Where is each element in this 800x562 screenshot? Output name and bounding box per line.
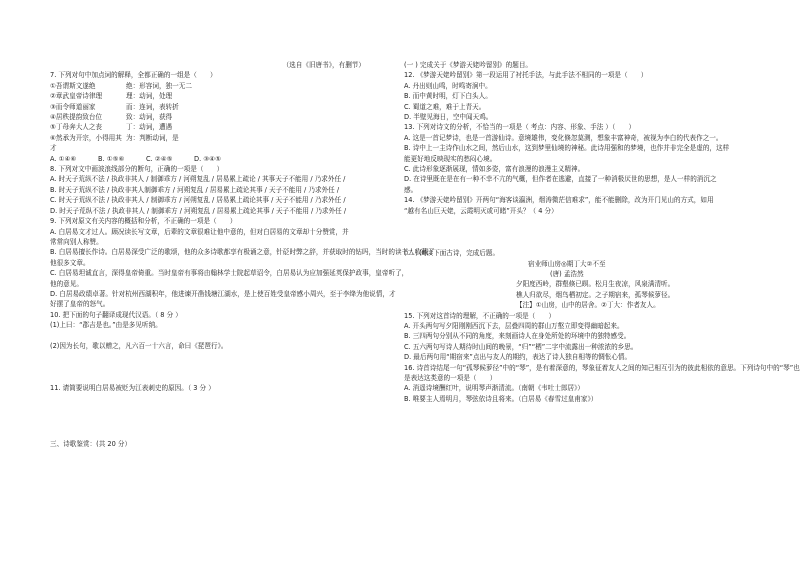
poem-note: 【注】①山房，山中的居舍。②丁大：作者友人。	[516, 301, 660, 310]
q8-option-a: A. 时天子荒纵不法 / 执政非其人 / 制御乖方 / 河朔复乱 / 居易累上疏论 / 其事天子不能用 / 乃求外任 /	[50, 175, 346, 184]
q16-stem: 16. 诗首诗结尾一句“孤琴候萝径”中的“琴”，是有着深意的，琴象征着友人之间的知己相互引为的彼此相依的意思。下列诗句中的“琴”也	[404, 363, 800, 372]
q8-option-c: C. 时天子荒纵不法 / 执政非其人 / 制御乖方 / 河朔复乱 / 居易累上疏论其事 / 天子不能用 / 乃求外任 /	[50, 196, 346, 205]
q7-stem: 7. 下列对句中加点词的解释，全都正确的一组是（ ）	[50, 71, 217, 80]
q9-option-a-cont: 常常向别人称赞。	[50, 237, 103, 246]
right-column	[404, 60, 800, 404]
poem-title: 宿业师山房◎期丁大②不至	[528, 259, 606, 268]
q9-option-b-cont: 他很多文章。	[50, 258, 90, 267]
q8-stem: 8. 下列对文中画波浪线部分的断句，正确的一项是（ ）	[50, 165, 224, 174]
q10-stem: 10. 把下面的句子翻译成现代汉语。（ 8 分 ）	[50, 310, 182, 319]
q7-item: ⑥然承为开宗，小得用其才 为：判断动词，是	[50, 133, 179, 153]
q13-option-b-cont: 能更好地反映现实的愁闷心境。	[404, 154, 497, 163]
left-column	[50, 60, 435, 450]
poem-line-2: 樵人归欲尽，烟鸟栖初定。之子期宿来，孤琴候萝径。	[516, 290, 675, 299]
q15-option-d: D. 最后两句用“期宿来”点出与友人的期约，表达了诗人独自相等的惆怅心情。	[404, 353, 632, 362]
poem-line-1: 夕阳度西岭，群壑倏已暝。松月生夜凉，风泉满清听。	[516, 280, 675, 289]
q11-stem: 11. 请简要说明白居易被贬为江表刺史的原因。（ 3 分 ）	[50, 383, 215, 392]
q12-option-c: C. 蜀道之难，难于上青天。	[404, 102, 486, 111]
q9-option-c-cont: 他的意见。	[50, 279, 83, 288]
q9-option-a: A. 白居易文才过人。顾况读长写文章，后辈的文章很难让他中意的，但对白居易的文章却十分赞赏，并	[50, 227, 349, 236]
q9-option-b: B. 白居易擅长作诗。白居易深受广泛的歌颂，他的众多诗歌都享有极诵之意，针砭时弊之辞，并获取时的钻吗，当时的读书人收藏了	[50, 248, 435, 257]
q14-stem-cont: “越有名山巨天姥，云霞明灭或可睹”开头？（ 4 分）	[404, 206, 558, 215]
q13-option-d-cont: 感。	[404, 185, 418, 194]
q7-item: ⑤丁母奔大人之丧 丁：动词，遭遇	[50, 123, 173, 132]
choice-d: D. ③④⑤	[194, 154, 222, 163]
q7-item: ②章武皇帝诗律理 理：动词，处理	[50, 92, 173, 101]
q8-option-b: B. 时天子荒纵不法 / 执政非其人制御乖方 / 河朔复乱 / 居易累上疏论其事 / 天子不能用 / 乃求外任 /	[50, 185, 340, 194]
q9-option-d: D. 白居易政绩卓著。针对杭州西湖积年，他进谏开凿钱塘江湖水，是上使百姓受皇帝感小周兴，至于李绛为他说情，才	[50, 289, 396, 298]
q8-option-d: D. 时天子荒纵不法 / 执政非其人 / 制御乖方 / 河朔复乱 / 居易累上疏论其事 / 天子不能用 / 乃求外任 /	[50, 206, 347, 215]
q15-option-a: A. 开头两句写夕阳刚刚西沉下去，层叠四周的群山万壑立即变得幽暗起来。	[404, 321, 624, 330]
q12-stem: 12. 《梦游天姥吟留别》第一段运用了衬托手法，与此手法不相同的一项是（ ）	[404, 71, 648, 80]
q9-stem: 9. 下列对原文有关内容的概括和分析，不正确的一项是（ ）	[50, 217, 237, 226]
q13-option-c: C. 此诗形象逐渐展现，情如多姿，富有浪漫的浪漫主义精神。	[404, 165, 585, 174]
source-note: （选自《旧唐书》，有删节）	[282, 61, 365, 69]
q7-item: ③而令师道丽家 而：连词，表转折	[50, 102, 179, 111]
q16-option-b: B. 唯要主人焉明月，琴弦依诗且将来。（白居易《春雪过皇甫家》）	[404, 394, 598, 403]
q7-item: ④居秩提韵致台位 致：动词，获得	[50, 113, 173, 122]
q13-option-b: B. 诗中上一主诗作山水之间，然后山水，这到梦里仙境的神秘。此诗用强和的梦境，也作并非完全是虚的，这样	[404, 144, 730, 153]
q13-stem: 13. 下列对诗文的分析，不恰当的一项是（ 考点：内容、形象、手法 ）（ ）	[404, 123, 636, 132]
q7-choices	[50, 154, 385, 164]
choice-c: C. ②④⑤	[146, 154, 173, 163]
part2-title: (二 ) 阅读下面古诗，完成后题。	[404, 249, 500, 258]
q10-sentence-1: (1)上曰：“郡吉是也。”由是多见听纳。	[50, 321, 162, 330]
q12-option-b: B. 而中黄时明，灯下白头人。	[404, 92, 492, 101]
q13-option-d: D. 在诗里既在是在有一种不幸不亢的气概，但作者在逃避，直接了一种消极厌世的思想，是人一样的消沉之	[404, 175, 717, 184]
q15-stem: 15. 下列对这首诗的理解，不正确的一项是（ ）	[404, 311, 556, 320]
q9-option-d-cont: 好摆了皇帝的怒气。	[50, 300, 110, 309]
q14-stem: 14. 《梦游天姥吟留别》开两句“海客谈瀛洲，烟涛微茫信难求”，能不能删除，改为开门见山的方式，如用	[404, 196, 714, 205]
poem-author: (唐) 孟浩然	[550, 269, 584, 278]
q15-option-c: C. 五六两句写诗人期待时山间的晚景，“归”“栖”二字中流露出一种浓浓的乡思。	[404, 342, 638, 351]
q15-option-b: B. 三四两句分别从不同的角度，来刻画诗人在身处所处的环境中的独特感受。	[404, 332, 631, 341]
q9-option-c: C. 白居易坦诚直言，深得皇帝倚重。当时皇帝有事将由翰林学士院起草诏令，白居易认为应加强延英保护政事，皇帝听了，	[50, 269, 409, 278]
choice-a: A. ①④⑥	[50, 154, 77, 163]
q10-sentence-2: (2)因为长句，歌以赠之，凡六百一十六言，命曰《琵琶行》。	[50, 341, 228, 350]
part1-title: (一 ) 完成关于《梦游天姥吟留别》的题目。	[404, 61, 533, 69]
choice-b: B. ①⑤⑥	[98, 154, 125, 163]
q16-stem-cont: 是表达这类意的一项是（ ）	[404, 373, 497, 382]
q12-option-a: A. 丹出则山鸣，时鸣寄涧中。	[404, 81, 492, 90]
section-3-heading: 三、诗歌鉴赏：(共 20 分）	[50, 440, 132, 449]
q16-option-a: A. 消遥诗境酬红叶，说明琴声渐清流。（南朝《韦吐士郎居》）	[404, 384, 585, 393]
q12-option-d: D. 半壁见海日，空中闻天鸡。	[404, 113, 493, 122]
q7-item: ①吾谓斯文遂绝 绝：形容词，独一无二	[50, 81, 192, 90]
q13-option-a: A. 这是一首记梦诗，也是一首游仙诗。意境雄伟，变化倏忽莫测，想象丰富神奇，被视为李白的代表作之一。	[404, 133, 723, 142]
